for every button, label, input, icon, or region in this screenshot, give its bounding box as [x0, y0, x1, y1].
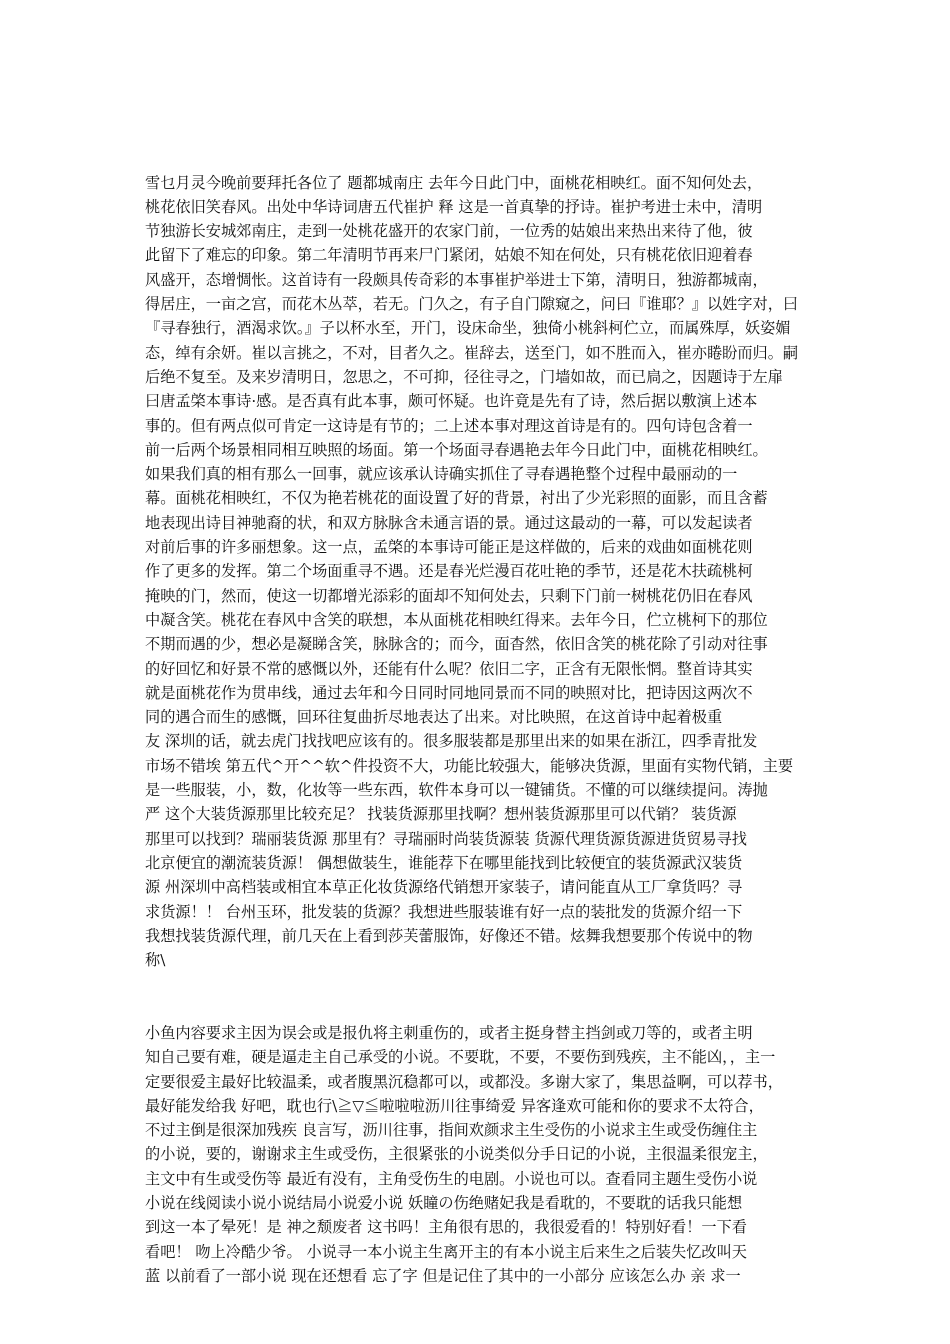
paragraph-poem-and-sourcing: 雪乜月灵今晚前要拜托各位了 题都城南庄 去年今日此门中，面桃花相映红。面不知何处去， 桃花依旧笑春风。出处中华诗词唐五代崔护 释 这是一首真挚的抒诗。崔护考进士未中，清明 节独游长安城郊南庄，走到一处桃花盛开的农家门前，一位秀的姑娘出来热出来待了他，彼 此留下了难忘的印象。第二年清明节再来尸门紧闭，姑娘不知在何处，只有桃花依旧迎着春 风盛开，态增惆怅。这首诗有一段颇具传奇彩的本事崔护举进士下第，清明日，独游都城南， 得居庄，一亩之宫，而花木丛萃，若无。门久之，有子自门隙窥之，问曰『谁耶？』以姓字对，曰 『寻春独行，酒渴求饮。』子以杯水至，开门，设床命坐，独倚小桃斜柯伫立，而属殊厚，妖姿媚 态，绰有余妍。崔以言挑之，不对，目者久之。崔辞去，送至门，如不胜而入，崔亦睠盼而归。嗣 后绝不复至。及来岁清明日，忽思之，不可抑，径往寻之，门墙如故，而已扃之，因题诗于左扉 曰唐孟棨本事诗·感。是否真有此本事，颇可怀疑。也许竟是先有了诗，然后据以敷演上述本 事的。但有两点似可肯定一这诗是有节的；二上述本事对理这首诗是有的。四句诗包含着一 前一后两个场景相同相互映照的场面。第一个场面寻春遇艳去年今日此门中，面桃花相映红。 如果我们真的相有那么一回事，就应该承认诗确实抓住了寻春遇艳整个过程中最丽动的一 幕。面桃花相映红，不仅为艳若桃花的面设置了好的背景，衬出了少光彩照的面影，而且含蓄 地表现出诗目神驰裔的状，和双方脉脉含未通言语的景。通过这最动的一幕，可以发起读者 对前后事的许多丽想象。这一点，孟棨的本事诗可能正是这样做的，后来的戏曲如面桃花则 作了更多的发挥。第二个场面重寻不遇。还是春光烂漫百花吐艳的季节，还是花木扶疏桃柯 掩映的门，然而，使这一切都增光添彩的面却不知何处去，只剩下门前一树桃花仍旧在春风 中凝含笑。桃花在春风中含笑的联想，本从面桃花相映红得来。去年今日，伫立桃柯下的那位 不期而遇的少，想必是凝睇含笑，脉脉含的；而今，面杳然，依旧含笑的桃花除了引动对往事 的好回忆和好景不常的感慨以外，还能有什么呢？依旧二字，正含有无限怅惘。整首诗其实 就是面桃花作为贯串线，通过去年和今日同时同地同景而不同的映照对比，把诗因这两次不 同的遇合而生的感慨，回环往复曲折尽地表达了出来。对比映照，在这首诗中起着极重 友 深圳的话，就去虎门找找吧应该有的。很多服装都是那里出来的如果在浙江，四季青批发 市场不错埃 第五代^开^^软^件投资不大，功能比较强大，能够决货源，里面有实物代销，主要 是一些服装，小，数，化妆等一些东西，软件本身可以一键铺货。不懂的可以继续提问。涛抛 严 这个大装货源那里比较充足？ 找装货源那里找啊？想州装货源那里可以代销？ 装货源 那里可以找到？瑞丽装货源 那里有？寻瑞丽时尚装货源装 货源代理货源货源进货贸易寻找 北京便宜的潮流装货源！ 偶想做装生，谁能荐下在哪里能找到比较便宜的装货源武汉装货 源 州深圳中高档装或相宜本草正化妆货源络代销想开家装子，请问能直从工厂拿货吗？寻 求货源！！ 台州玉环，批发装的货源？我想进些服装谁有好一点的装批发的货源介绍一下 我想找装货源代理，前几天在上看到莎芙蕾服饰，好像还不错。炫舞我想要那个传说中的物 称\	[145, 173, 799, 970]
document-body	[145, 122, 815, 1337]
paragraph-novel-request: 小鱼内容要求主因为误会或是报仇将主刺重伤的，或者主挺身替主挡剑或刀等的，或者主明 知自己要有难，硬是逼走主自己承受的小说。不要耽，不要，不要伤到残疾，主不能凶，，主一 定要很爱主最好比较温柔，或者腹黑沉稳都可以，或都没。多谢大家了，集思益啊，可以荐书， 最好能发给我 好吧，耽也行\≧▽≦啦啦啦沥川往事绮爱 异客逢欢可能和你的要求不太符合， 不过主倒是很深加残疾 良言写，沥川往事，指间欢颜求主生受伤的小说求主生或受伤缠住主 的小说，要的，谢谢求主生或受伤，主很紧张的小说类似分手日记的小说，主很温柔很宠主， 主文中有生或受伤等 最近有没有，主角受伤生的电剧。小说也可以。查看同主题生受伤小说 小说在线阅读小说小说结局小说爱小说 妖瞳の伤绝赌妃我是看耽的，不要耽的话我只能想 到这一本了晕死！是 神之颓废者 这书吗！主角很有思的，我很爱看的！特别好看！一下看 看吧！ 吻上冷酷少爷。 小说寻一本小说主生离开主的有本小说主后来生之后装失忆改叫天 蓝 以前看了一部小说 现在还想看 忘了字 但是记住了其中的一小部分 应该怎么办 亲 求一	[145, 1023, 783, 1285]
